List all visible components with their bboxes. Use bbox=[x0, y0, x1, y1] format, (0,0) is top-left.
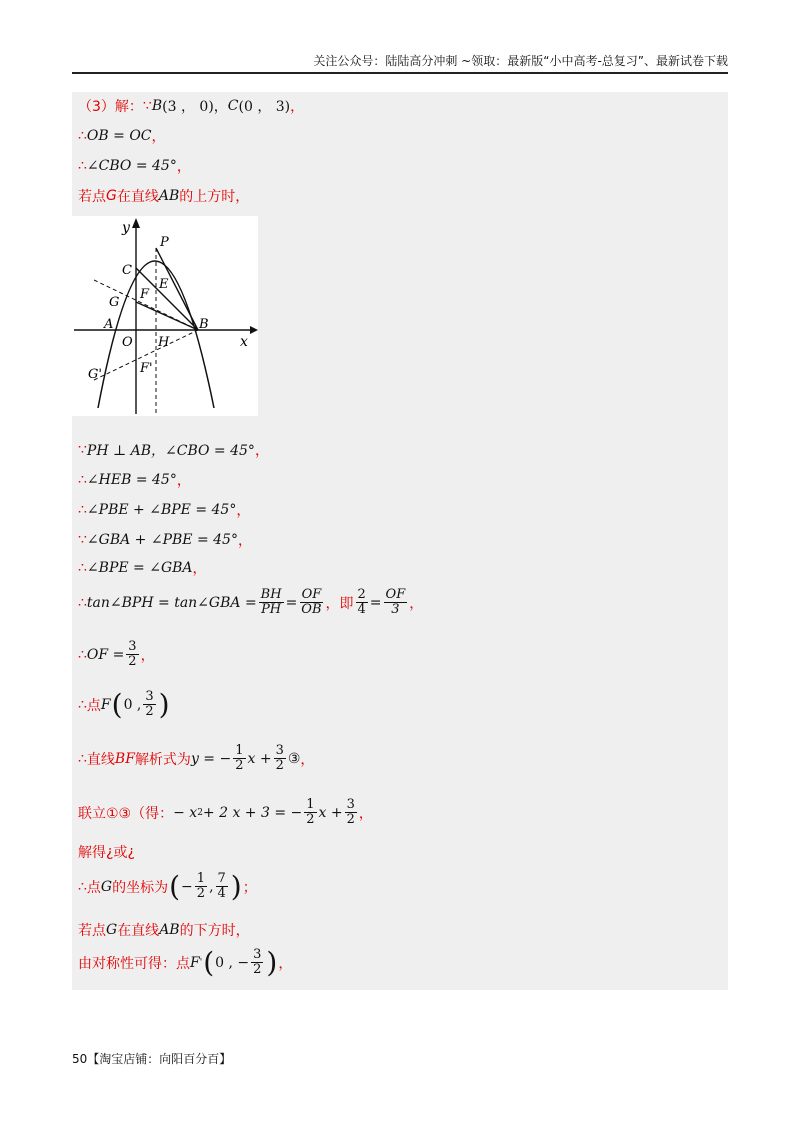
text: 点 bbox=[86, 697, 101, 714]
line-end: ， bbox=[192, 561, 207, 577]
coord: 0 , − bbox=[215, 954, 250, 971]
text: 若点 bbox=[78, 923, 106, 939]
fraction-1-2 bbox=[304, 798, 316, 827]
prime-mark: ' bbox=[199, 957, 203, 968]
equation: OB = OC bbox=[86, 128, 152, 144]
line-bf: BF bbox=[114, 750, 135, 767]
denominator: 4 bbox=[357, 602, 366, 617]
denominator: PH bbox=[261, 602, 282, 617]
line-15 bbox=[78, 842, 135, 862]
line-end: ， bbox=[409, 595, 424, 612]
line-end: ， bbox=[151, 129, 166, 145]
numerator: OF bbox=[385, 587, 406, 602]
unknown-glyph: ¿ bbox=[127, 844, 135, 860]
fraction-3-2 bbox=[274, 744, 286, 773]
line-end: ， bbox=[278, 955, 293, 972]
point-c-coords: (0 ， 3) bbox=[238, 99, 291, 115]
equation: ∠HEB = 45° bbox=[86, 472, 177, 488]
point-c: C bbox=[227, 98, 239, 114]
line-4 bbox=[78, 186, 249, 206]
superscript: 2 bbox=[197, 807, 203, 818]
line-end: ， bbox=[290, 99, 305, 115]
line-ab: AB bbox=[159, 922, 180, 938]
right-paren: ) bbox=[158, 687, 170, 721]
numerator: 3 bbox=[275, 743, 284, 758]
point-g: G bbox=[106, 188, 117, 204]
circled-number: ③ bbox=[287, 750, 301, 767]
equation: x + bbox=[318, 804, 343, 821]
left-paren: ( bbox=[203, 945, 215, 979]
numerator: 1 bbox=[235, 743, 244, 758]
equation: PH ⊥ AB，∠CBO = 45° bbox=[86, 443, 255, 459]
line-8 bbox=[78, 530, 252, 550]
denominator: 4 bbox=[217, 886, 226, 901]
text: 点 bbox=[86, 879, 101, 896]
denominator: 2 bbox=[145, 704, 154, 719]
coord: 0 , bbox=[123, 696, 142, 713]
text: 解析式为 bbox=[134, 751, 191, 768]
line-18 bbox=[78, 945, 293, 979]
line-end: ， bbox=[237, 533, 252, 549]
line-2 bbox=[78, 126, 166, 146]
line-17 bbox=[78, 920, 250, 940]
numerator: 3 bbox=[128, 639, 137, 654]
therefore-symbol: ∴ bbox=[78, 128, 87, 144]
line-1 bbox=[78, 96, 304, 116]
line-end: ， bbox=[176, 159, 191, 175]
numerator: 3 bbox=[253, 947, 262, 962]
left-paren: ( bbox=[169, 869, 181, 903]
text: 的上方时， bbox=[179, 189, 250, 205]
text: 在直线 bbox=[117, 923, 160, 939]
numerator: 3 bbox=[346, 797, 355, 812]
denominator: 2 bbox=[253, 962, 262, 977]
line-end: ， bbox=[254, 443, 269, 459]
line-16 bbox=[78, 869, 257, 903]
label-g: G bbox=[109, 295, 120, 310]
denominator: 2 bbox=[196, 886, 206, 901]
parabola-figure bbox=[72, 216, 258, 416]
equals: = bbox=[285, 594, 298, 611]
numerator: BH bbox=[260, 587, 282, 602]
fraction-7-4 bbox=[216, 872, 228, 901]
line-end: ， bbox=[358, 805, 373, 822]
therefore-symbol: ∴ bbox=[78, 502, 87, 518]
equation: ∠BPE = ∠GBA bbox=[86, 560, 193, 576]
denominator: 2 bbox=[306, 812, 315, 827]
fraction-1-2 bbox=[195, 872, 207, 901]
denominator: 2 bbox=[275, 758, 284, 773]
denominator: OB bbox=[301, 602, 322, 617]
point-f: F bbox=[100, 696, 111, 713]
numerator: 1 bbox=[306, 797, 315, 812]
point-f-prime: F bbox=[190, 954, 200, 971]
label-f: F bbox=[140, 287, 150, 302]
point-b: B bbox=[151, 98, 163, 114]
numerator: 3 bbox=[145, 689, 154, 704]
because-symbol: ∵ bbox=[78, 532, 87, 548]
therefore-symbol: ∴ bbox=[78, 594, 87, 611]
label-e: E bbox=[159, 277, 169, 292]
equation: ∠PBE + ∠BPE = 45° bbox=[86, 502, 237, 518]
fraction-bh-ph bbox=[259, 588, 284, 617]
solution-block bbox=[72, 92, 728, 990]
therefore-symbol: ∴ bbox=[78, 878, 87, 895]
numerator: 1 bbox=[196, 871, 206, 886]
fraction-3-2 bbox=[143, 690, 155, 719]
text: 或 bbox=[113, 845, 128, 861]
text: 由对称性可得：点 bbox=[78, 955, 190, 972]
fraction-2-4 bbox=[356, 588, 368, 617]
line-end: ， bbox=[236, 503, 251, 519]
equation: ∠GBA + ∠PBE = 45° bbox=[86, 532, 238, 548]
line-11 bbox=[78, 640, 155, 669]
point-b-coords: (3 ， 0) bbox=[162, 99, 214, 115]
label-p: P bbox=[160, 235, 169, 250]
text: 联立①③（得： bbox=[78, 805, 174, 822]
point-g: G bbox=[100, 878, 113, 895]
equation: tan∠BPH = tan∠GBA = bbox=[86, 594, 257, 611]
therefore-symbol: ∴ bbox=[78, 472, 87, 488]
therefore-symbol: ∴ bbox=[78, 696, 87, 713]
label-y: y bbox=[122, 220, 130, 236]
page-header: 关注公众号：陆陆高分冲刺 ~领取：最新版“小中高考-总复习”、最新试卷下载 bbox=[72, 52, 728, 74]
equals: = bbox=[369, 594, 382, 611]
fraction-3-2 bbox=[345, 798, 357, 827]
denominator: 3 bbox=[391, 602, 400, 617]
denominator: 2 bbox=[128, 654, 137, 669]
line-end: ， bbox=[176, 473, 191, 489]
line-9 bbox=[78, 558, 207, 578]
line-end: ， bbox=[140, 647, 155, 664]
label-o: O bbox=[122, 335, 133, 350]
minus-sign: − bbox=[181, 878, 193, 895]
text: 若点 bbox=[78, 189, 106, 205]
label-b: B bbox=[199, 317, 209, 332]
line-5 bbox=[78, 440, 269, 460]
text: 在直线 bbox=[116, 189, 159, 205]
line-ab: AB bbox=[158, 188, 180, 204]
fraction-of-ob bbox=[299, 588, 323, 617]
therefore-symbol: ∴ bbox=[78, 646, 87, 663]
numerator: 7 bbox=[217, 871, 226, 886]
label-g-prime: G' bbox=[88, 367, 102, 382]
therefore-symbol: ∴ bbox=[78, 158, 87, 174]
page-footer: 50【淘宝店铺：向阳百分百】 bbox=[72, 1052, 232, 1066]
text: ，即 bbox=[325, 595, 354, 612]
text: 的下方时， bbox=[179, 923, 250, 939]
because-symbol: ∵ bbox=[142, 98, 152, 114]
equation: y = − bbox=[190, 750, 232, 767]
fraction-1-2 bbox=[233, 744, 245, 773]
label-a: A bbox=[104, 317, 114, 332]
line-13 bbox=[78, 744, 314, 773]
text: 的坐标为 bbox=[112, 879, 169, 896]
numerator: 2 bbox=[357, 587, 366, 602]
line-end: ； bbox=[242, 879, 257, 896]
text: 解得 bbox=[78, 845, 106, 861]
equation: OF = bbox=[86, 646, 125, 663]
denominator: 2 bbox=[346, 812, 355, 827]
text: 直线 bbox=[86, 751, 115, 768]
label-f-prime: F' bbox=[140, 361, 153, 376]
because-symbol: ∵ bbox=[78, 442, 87, 458]
comma: , bbox=[209, 878, 214, 895]
equation: ∠CBO = 45° bbox=[86, 158, 177, 174]
fraction-of-3 bbox=[384, 588, 408, 617]
label-c: C bbox=[122, 263, 132, 278]
separator: ， bbox=[213, 99, 228, 115]
equation: x + bbox=[247, 750, 272, 767]
line-14 bbox=[78, 798, 373, 827]
line-7 bbox=[78, 500, 250, 520]
line-end: ， bbox=[300, 751, 315, 768]
numerator: OF bbox=[301, 587, 322, 602]
part-label: （3）解： bbox=[78, 99, 143, 115]
fraction-3-2 bbox=[126, 640, 138, 669]
point-g: G bbox=[106, 922, 118, 938]
line-3 bbox=[78, 156, 191, 176]
fraction-3-2 bbox=[251, 948, 263, 977]
equation: + 2 x + 3 = − bbox=[202, 804, 303, 821]
therefore-symbol: ∴ bbox=[78, 750, 87, 767]
line-10 bbox=[78, 588, 423, 617]
label-h: H bbox=[158, 335, 170, 350]
label-x: x bbox=[240, 334, 248, 350]
left-paren: ( bbox=[111, 687, 123, 721]
line-12 bbox=[78, 687, 171, 721]
therefore-symbol: ∴ bbox=[78, 560, 87, 576]
unknown-glyph: ¿ bbox=[106, 844, 114, 860]
denominator: 2 bbox=[235, 758, 244, 773]
right-paren: ) bbox=[266, 945, 278, 979]
right-paren: ) bbox=[230, 869, 242, 903]
line-6 bbox=[78, 470, 191, 490]
equation: − x bbox=[173, 804, 198, 821]
